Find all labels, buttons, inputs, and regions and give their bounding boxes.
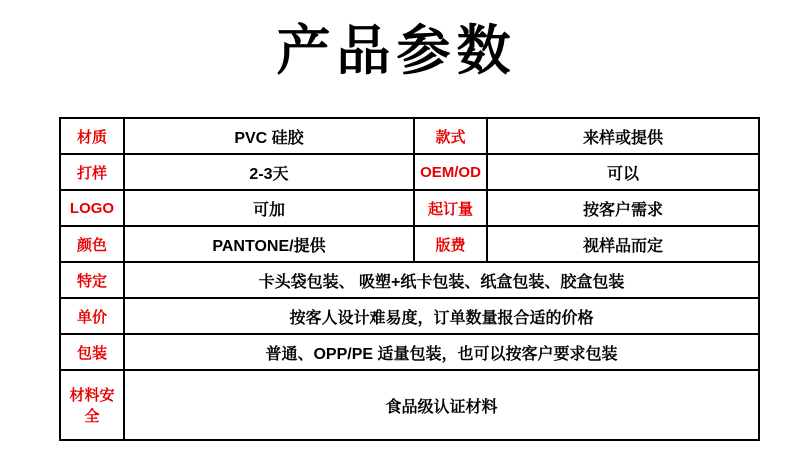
table-row-logo-moq <box>60 190 759 226</box>
proofing-value: 2-3天 <box>124 154 414 190</box>
logo-value: 可加 <box>124 190 414 226</box>
style-value: 来样或提供 <box>487 118 759 154</box>
moq-value: 按客户需求 <box>487 190 759 226</box>
specific-label: 特定 <box>60 262 124 298</box>
table-row-material-safety <box>60 370 759 440</box>
table-row-color-platefee <box>60 226 759 262</box>
table-row-specific <box>60 262 759 298</box>
table-row-unit-price <box>60 298 759 334</box>
packaging-value: 普通、OPP/PE 适量包装，也可以按客户要求包装 <box>124 334 759 370</box>
table-row-proofing-oem <box>60 154 759 190</box>
product-params-table <box>59 117 760 441</box>
unit-price-value: 按客人设计难易度，订单数量报合适的价格 <box>124 298 759 334</box>
plate-fee-value: 视样品而定 <box>487 226 759 262</box>
table-row-material-style <box>60 118 759 154</box>
material-safety-value: 食品级认证材料 <box>124 370 759 440</box>
packaging-label: 包装 <box>60 334 124 370</box>
oem-od-value: 可以 <box>487 154 759 190</box>
color-value: PANTONE/提供 <box>124 226 414 262</box>
style-label: 款式 <box>414 118 487 154</box>
plate-fee-label: 版费 <box>414 226 487 262</box>
color-label: 颜色 <box>60 226 124 262</box>
unit-price-label: 单价 <box>60 298 124 334</box>
material-safety-label: 材料安全 <box>60 370 124 440</box>
logo-label: LOGO <box>60 190 124 226</box>
material-label: 材质 <box>60 118 124 154</box>
oem-od-label: OEM/OD <box>414 154 487 190</box>
page-title: 产品参数 <box>276 21 517 81</box>
table-row-packaging <box>60 334 759 370</box>
proofing-label: 打样 <box>60 154 124 190</box>
material-value: PVC 硅胶 <box>124 118 414 154</box>
moq-label: 起订量 <box>414 190 487 226</box>
specific-value: 卡头袋包装、 吸塑+纸卡包装、纸盒包装、胶盒包装 <box>124 262 759 298</box>
